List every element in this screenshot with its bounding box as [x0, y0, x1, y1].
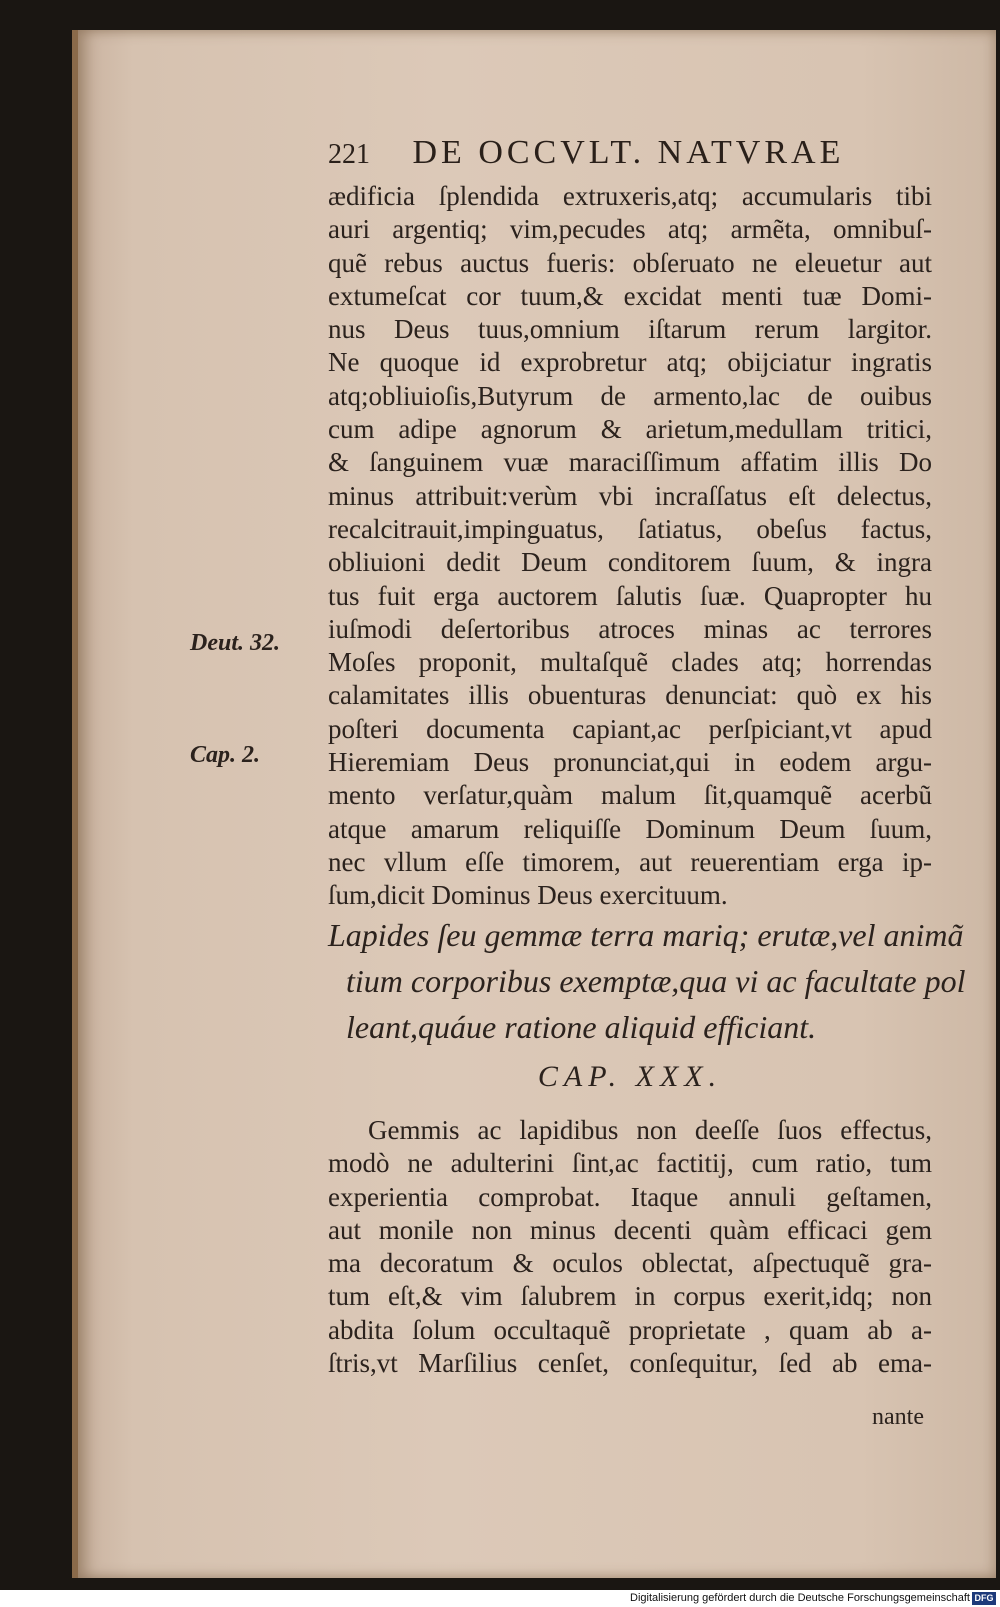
text-line: Moſes proponit, multaſquẽ clades atq; horrendas: [328, 647, 932, 678]
book-page: [72, 30, 996, 1578]
body-text-2: [328, 1114, 932, 1380]
text-line: experientia comprobat. Itaque annuli geſtamen,: [328, 1181, 932, 1212]
text-line: ma decoratum & oculos oblectat, aſpectuquẽ gra-: [328, 1248, 932, 1279]
footer-credit-text: Digitalisierung gefördert durch die Deutsche Forschungsgemeinschaft: [630, 1592, 970, 1604]
text-line: cum adipe agnorum & arietum,medullam tritici,: [328, 414, 932, 445]
text-line: & ſanguinem vuæ maraciſſimum affatim illis Do: [328, 447, 932, 478]
margin-note-deut: Deut. 32.: [190, 630, 280, 656]
text-line: Hieremiam Deus pronunciat,qui in eodem argu-: [328, 747, 932, 778]
text-line: Lapides ſeu gemmæ terra mariq; erutæ,vel animã: [328, 917, 964, 953]
text-line: tus fuit erga auctorem ſalutis ſuæ. Quapropter hu: [328, 580, 932, 611]
text-line: modò ne adulterini ſint,ac factitij, cum ratio, tum: [328, 1148, 932, 1179]
dfg-logo: DFG: [972, 1592, 996, 1605]
text-line: abdita ſolum occultaquẽ proprietate , quam ab a-: [328, 1314, 932, 1345]
text-line: poſteri documenta capiant,ac perſpiciant,vt apud: [328, 713, 932, 744]
catchword: nante: [872, 1404, 924, 1430]
text-line: minus attribuit:verùm vbi incraſſatus eſt delectus,: [328, 480, 932, 511]
text-line: obliuioni dedit Deum conditorem ſuum, & ingra: [328, 547, 932, 578]
text-line: atq;obliuioſis,Butyrum de armento,lac de ouibus: [328, 380, 932, 411]
chapter-number: CAP. XXX.: [537, 1060, 723, 1093]
chapter-summary-heading: [328, 912, 966, 1050]
text-line: Gemmis ac lapidibus non deeſſe ſuos effectus,: [368, 1115, 932, 1145]
text-line: calamitates illis obuenturas denunciat: quò ex his: [328, 680, 932, 711]
text-line: ſum,dicit Dominus Deus exercituum.: [328, 880, 728, 911]
text-line: tum eſt,& vim ſalubrem in corpus exerit,idq; non: [328, 1281, 932, 1312]
running-head: [328, 134, 968, 182]
text-line: aut monile non minus decenti quàm efficaci gem: [328, 1214, 932, 1245]
body-text-1: [328, 180, 932, 913]
text-line: mento verſatur,quàm malum ſit,quamquẽ acerbũ: [328, 780, 932, 811]
text-line: ſtris,vt Marſilius cenſet, conſequitur, ſed ab ema-: [328, 1348, 932, 1379]
page-number: 221: [328, 139, 370, 170]
text-line: tium corporibus exemptæ,qua vi ac facultate pol: [346, 963, 966, 999]
text-line: leant,quáue ratione aliquid efficiant.: [346, 1009, 817, 1045]
text-line: quẽ rebus auctus fueris: obſeruato ne eleuetur aut: [328, 247, 932, 278]
text-line: nus Deus tuus,omnium iſtarum rerum largitor.: [328, 314, 932, 345]
text-line: ædificia ſplendida extruxeris,atq; accumularis tibi: [328, 181, 932, 211]
text-line: nec vllum eſſe timorem, aut reuerentiam erga ip-: [328, 846, 932, 877]
margin-note-cap: Cap. 2.: [190, 742, 261, 768]
text-line: recalcitrauit,impinguatus, ſatiatus, obeſus factus,: [328, 513, 932, 544]
text-line: atque amarum reliquiſſe Dominum Deum ſuum,: [328, 813, 932, 844]
text-line: extumeſcat cor tuum,& excidat menti tuæ Domi-: [328, 280, 932, 311]
footer-credit: [0, 1590, 1000, 1607]
text-line: iuſmodi deſertoribus atroces minas ac terrores: [328, 613, 932, 644]
text-line: Ne quoque id exprobretur atq; obijciatur ingratis: [328, 347, 932, 378]
running-head-title: DE OCCVLT. NATVRAE: [412, 134, 845, 171]
text-line: auri argentiq; vim,pecudes atq; armẽta, omnibuſ-: [328, 214, 932, 245]
